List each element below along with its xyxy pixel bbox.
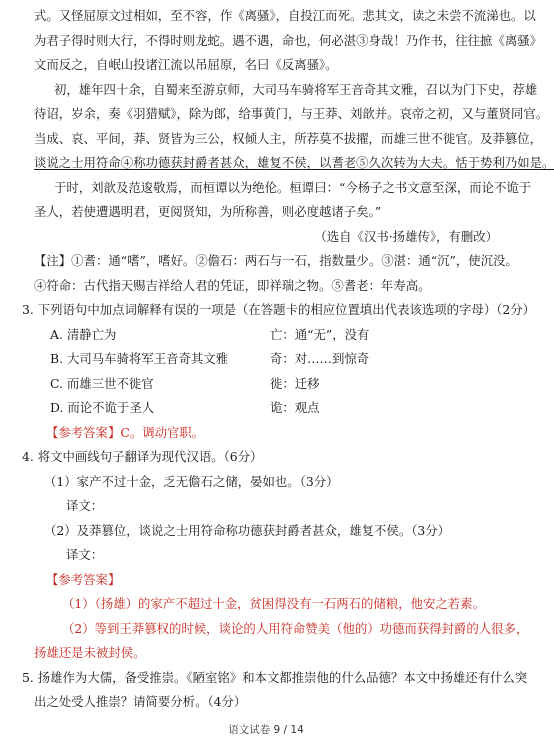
q4-translation-label-1: 译文： [66, 498, 104, 513]
q5-stem-line-1: 5. 扬雄作为大儒，备受推崇。《陋室铭》和本文都推崇他的什么品德？本文中扬雄还有什么突 [22, 670, 528, 685]
q3-option-b: B. 大司马车骑将军王音奇其文雅 [50, 351, 229, 366]
passage-line-2: 为君子得时则大行，不得时则龙蛇。遇不遇，命也，何必湛③身哉！乃作书，往往摭《离骚》 [34, 33, 543, 48]
passage-line-9: 圣人，若使遭遇明君，更阅贤知，为所称善，则必度越诸子矣。” [34, 204, 382, 219]
q4-stem: 4. 将文中画线句子翻译为现代汉语。（6分） [22, 449, 263, 464]
q4-answer-2b: 扬雄还是未被封侯。 [34, 645, 146, 660]
q3-option-b-gloss: 奇：对……到惊奇 [270, 351, 370, 366]
q3-option-d-gloss: 诡：观点 [270, 400, 320, 415]
q4-answer-label: 【参考答案】 [46, 572, 121, 587]
page-footer: 语文试卷 9 / 14 [228, 724, 304, 736]
q4-translation-label-2: 译文： [66, 547, 104, 562]
q3-answer: 【参考答案】C。调动官职。 [46, 425, 205, 440]
passage-line-6: 当成、哀、平间，莽、贤皆为三公，权倾人主，所荐莫不拔擢，而雄三世不徙官。及莽篡位， [34, 131, 543, 146]
passage-line-7-underlined: 谈说之士用符命④称功德获封爵者甚众，雄复不侯，以耆老⑤久次转为大夫。恬于势利乃如是。 [34, 155, 554, 170]
q4-answer-2a: （2）等到王莽篡权的时候，谈论的人用符命赞美（他的）功德而获得封爵的人很多， [62, 621, 529, 636]
q3-option-d: D. 而论不诡于圣人 [50, 400, 155, 415]
passage-source: （选自《汉书·扬雄传》，有删改） [314, 229, 498, 244]
q4-sub1: （1）家产不过十金，乏无儋石之储，晏如也。（3分） [44, 474, 339, 489]
passage-line-8: 于时，刘歆及范逡敬焉，而桓谭以为绝伦。桓谭曰：“今杨子之书文意至深，而论不诡于 [54, 180, 532, 195]
q4-answer-1: （1）（扬雄）的家产不超过十金，贫困得没有一石两石的储粮，他安之若素。 [62, 596, 485, 611]
passage-line-4: 初，雄年四十余，自蜀来至游京师，大司马车骑将军王音奇其文雅，召以为门下史，荐雄 [54, 82, 538, 97]
notes-line-1: 【注】①耆：通“嗜”，嗜好。②儋石：两石与一石，指数量少。③湛：通“沉”，使沉没。 [34, 253, 518, 268]
q3-option-a: A. 清静亡为 [50, 327, 117, 342]
q3-option-c-gloss: 徙：迁移 [270, 376, 320, 391]
passage-line-3: 文而反之，自岷山投诸江流以吊屈原，名曰《反离骚》。 [34, 57, 338, 72]
q4-sub2: （2）及莽篡位，谈说之士用符命称功德获封爵者甚众，雄复不侯。（3分） [44, 523, 451, 538]
passage-line-1: 式。又怪屈原文过相如，至不容，作《离骚》，自投江而死。悲其文，读之未尝不流涕也。以 [34, 8, 536, 23]
q3-option-c: C. 而雄三世不徙官 [50, 376, 154, 391]
q3-stem: 3. 下列语句中加点词解释有误的一项是（在答题卡的相应位置填出代表该选项的字母）（2分） [22, 302, 536, 317]
notes-line-2: ④符命：古代指天赐吉祥给人君的凭证，即祥瑞之物。⑤耆老：年寿高。 [34, 278, 431, 293]
q3-option-a-gloss: 亡：通“无”，没有 [270, 327, 370, 342]
q5-stem-line-2: 出之处受人推崇？请简要分析。（4分） [34, 694, 247, 709]
passage-line-5: 待诏，岁余，奏《羽猎赋》，除为郎，给事黄门，与王莽、刘歆并。哀帝之初，又与董贤同官。 [34, 106, 549, 121]
